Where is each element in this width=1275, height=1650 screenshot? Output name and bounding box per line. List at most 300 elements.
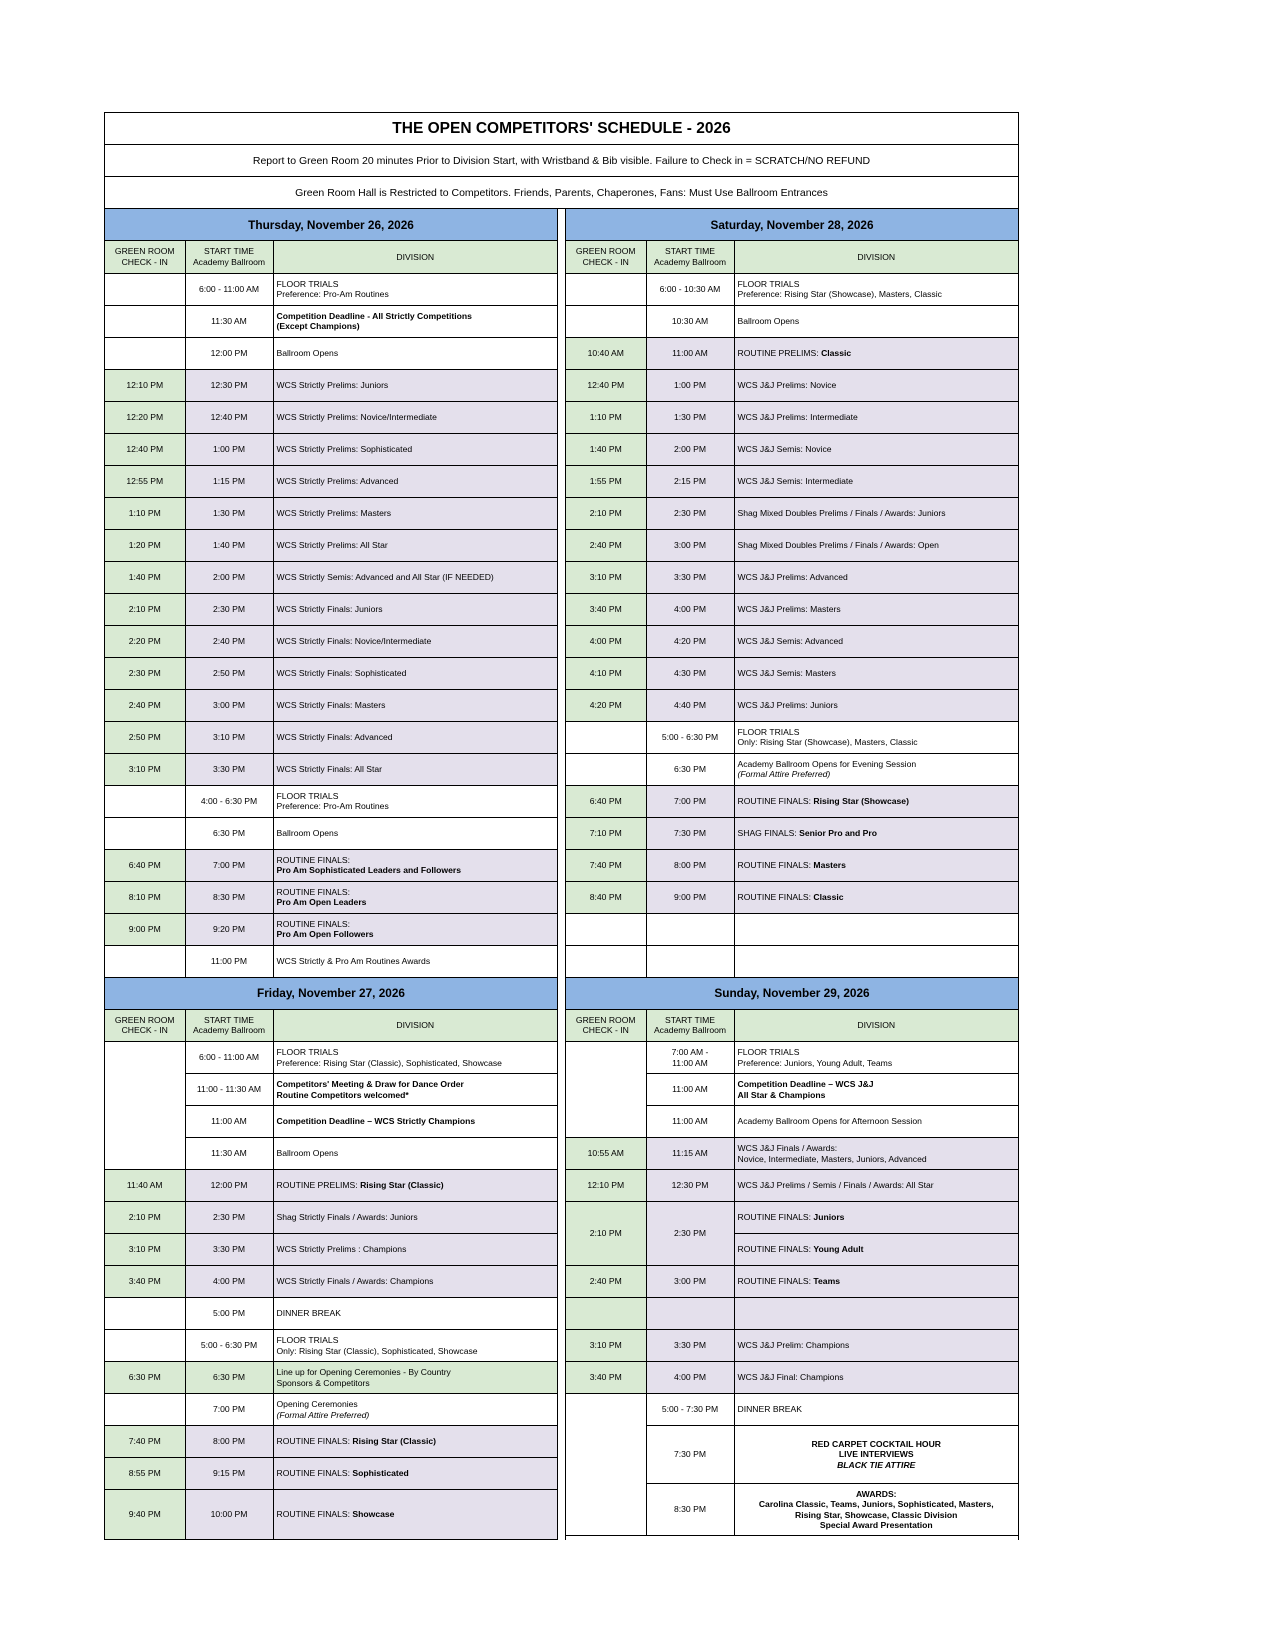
header-text: START TIME: [665, 1014, 715, 1025]
schedule-row: [105, 1202, 557, 1234]
schedule-row: [566, 1394, 1018, 1426]
division-text: Competition Deadline - All Strictly Competitions: [276, 310, 472, 321]
division-cell: [734, 401, 1018, 433]
green-room-time: 7:40 PM: [105, 1426, 185, 1458]
schedule-row: [105, 1362, 557, 1394]
start-time: 3:00 PM: [646, 529, 734, 561]
division-text: Senior Pro and Pro: [799, 827, 877, 838]
header-text: GREEN ROOM: [575, 246, 636, 257]
division-cell: [734, 1042, 1018, 1074]
schedule-row: [566, 1170, 1018, 1202]
division-text: RED CARPET COCKTAIL HOUR: [811, 1439, 942, 1450]
schedule-row: [566, 625, 1018, 657]
start-time: 11:30 AM: [185, 305, 273, 337]
division-text: Preference: Pro-Am Routines: [276, 801, 389, 811]
column-header-row: [105, 1010, 557, 1042]
schedule-row: [105, 497, 557, 529]
division-cell: [273, 1298, 557, 1330]
schedule-row: [105, 529, 557, 561]
division-text: Ballroom Opens: [276, 347, 339, 358]
green-room-time: 8:55 PM: [105, 1458, 185, 1490]
division-cell: [273, 497, 557, 529]
schedule-row: [105, 1426, 557, 1458]
division-cell: [273, 305, 557, 337]
schedule-row: [105, 945, 557, 977]
division-text: Line up for Opening Ceremonies - By Country: [276, 1367, 451, 1378]
division-text: WCS J&J Prelims: Intermediate: [737, 411, 858, 422]
green-room-time: 10:55 AM: [566, 1138, 646, 1170]
division-text: WCS J&J Semis: Advanced: [737, 635, 844, 646]
start-time: 11:15 AM: [646, 1138, 734, 1170]
green-room-time: 12:55 PM: [105, 465, 185, 497]
schedule-table: [105, 1010, 557, 1541]
start-time: 6:30 PM: [185, 817, 273, 849]
division-text: ROUTINE PRELIMS:: [276, 1180, 361, 1191]
division-cell: [273, 817, 557, 849]
green-room-time: [105, 1394, 185, 1426]
division-text: WCS J&J Prelims: Juniors: [737, 699, 838, 710]
division-text: (Formal Attire Preferred): [737, 769, 831, 779]
green-room-time: 3:10 PM: [105, 753, 185, 785]
start-time: 11:00 AM: [646, 1074, 734, 1106]
day-header: Thursday, November 26, 2026: [105, 209, 557, 241]
schedule-row: [566, 593, 1018, 625]
start-time: 5:00 - 6:30 PM: [646, 721, 734, 753]
division-text: ROUTINE FINALS:: [276, 886, 351, 897]
division-cell: [273, 1202, 557, 1234]
schedule-row: [105, 401, 557, 433]
division-cell: [734, 433, 1018, 465]
header-text: START TIME: [204, 246, 254, 257]
green-room-time: 8:40 PM: [566, 881, 646, 913]
division-cell: [734, 753, 1018, 785]
schedule-row: [105, 625, 557, 657]
start-time-header: [185, 241, 273, 273]
green-room-time: 6:40 PM: [105, 849, 185, 881]
start-time-header: [185, 1010, 273, 1042]
schedule-row: [105, 1298, 557, 1330]
division-cell: [273, 689, 557, 721]
division-text: Academy Ballroom Opens for Evening Session: [737, 758, 917, 769]
start-time: 3:00 PM: [185, 689, 273, 721]
schedule-row: [105, 337, 557, 369]
start-time: 1:00 PM: [185, 433, 273, 465]
start-time: 1:15 PM: [185, 465, 273, 497]
start-time: 7:00 PM: [185, 1394, 273, 1426]
division-text: WCS Strictly Semis: Advanced and All Star (IF NEEDED): [276, 571, 494, 582]
header-text: Academy Ballroom: [653, 256, 727, 267]
division-text: Shag Mixed Doubles Prelims / Finals / Awards: Open: [737, 539, 939, 550]
schedule-row: [566, 1138, 1018, 1170]
division-text: ROUTINE FINALS:: [276, 1436, 353, 1447]
division-cell: [273, 1458, 557, 1490]
division-text: WCS Strictly Prelims: Novice/Intermediate: [276, 411, 437, 422]
division-text: ROUTINE FINALS:: [276, 1468, 353, 1479]
schedule-row: [566, 849, 1018, 881]
green-room-time: 2:40 PM: [566, 529, 646, 561]
header-text: GREEN ROOM: [114, 246, 175, 257]
division-text: DINNER BREAK: [276, 1308, 341, 1319]
division-cell: [734, 625, 1018, 657]
division-text: Only: Rising Star (Showcase), Masters, Classic: [737, 737, 918, 747]
division-cell: [273, 1266, 557, 1298]
schedule-row: [105, 721, 557, 753]
start-time: 3:30 PM: [646, 1330, 734, 1362]
green-room-time: 1:10 PM: [566, 401, 646, 433]
schedule-row: [566, 689, 1018, 721]
division-cell: [734, 785, 1018, 817]
division-cell: [734, 689, 1018, 721]
division-cell: [734, 305, 1018, 337]
division-text: Preference: Rising Star (Classic), Sophisticated, Showcase: [276, 1057, 502, 1068]
division-cell: [273, 657, 557, 689]
schedule-row: [566, 561, 1018, 593]
green-room-time: [566, 753, 646, 785]
start-time: 5:00 - 6:30 PM: [185, 1330, 273, 1362]
schedule-row: [105, 561, 557, 593]
schedule-row: [105, 1170, 557, 1202]
schedule-table: [105, 241, 557, 978]
schedule-row: [566, 465, 1018, 497]
division-text: FLOOR TRIALS: [737, 726, 800, 737]
division-text: Only: Rising Star (Classic), Sophisticated, Showcase: [276, 1345, 478, 1356]
schedule-row: [566, 305, 1018, 337]
header-text: Academy Ballroom: [653, 1025, 727, 1036]
division-text: WCS Strictly Finals: Novice/Intermediate: [276, 635, 432, 646]
division-cell: [734, 721, 1018, 753]
start-time: 4:00 - 6:30 PM: [185, 785, 273, 817]
division-cell: [273, 1234, 557, 1266]
division-text: ROUTINE FINALS:: [737, 859, 814, 870]
green-room-header: [566, 241, 646, 273]
division-text: Classic: [813, 891, 844, 902]
green-room-time: 9:40 PM: [105, 1490, 185, 1540]
division-cell: [273, 945, 557, 977]
division-cell: [273, 1106, 557, 1138]
green-room-time: 12:40 PM: [105, 433, 185, 465]
start-time: 2:30 PM: [185, 1202, 273, 1234]
start-time: 2:40 PM: [185, 625, 273, 657]
division-cell: [734, 497, 1018, 529]
division-cell: [273, 721, 557, 753]
start-time: 6:30 PM: [185, 1362, 273, 1394]
green-room-time: 3:10 PM: [566, 561, 646, 593]
header-text: GREEN ROOM: [114, 1014, 175, 1025]
start-time: 11:00 - 11:30 AM: [185, 1074, 273, 1106]
green-room-time: 12:10 PM: [105, 369, 185, 401]
division-cell: [273, 1426, 557, 1458]
division-text: WCS J&J Prelim: Champions: [737, 1340, 850, 1351]
schedule-row: [566, 273, 1018, 305]
start-time: 11:00 AM: [646, 1106, 734, 1138]
schedule-row: [105, 273, 557, 305]
division-text: Shag Mixed Doubles Prelims / Finals / Awards: Juniors: [737, 507, 946, 518]
schedule-row: [105, 657, 557, 689]
start-time: 8:30 PM: [646, 1484, 734, 1536]
green-room-time: [566, 913, 646, 945]
start-time: 12:30 PM: [185, 369, 273, 401]
green-room-time: 6:40 PM: [566, 785, 646, 817]
start-time: 2:30 PM: [185, 593, 273, 625]
division-text: WCS Strictly Prelims: Advanced: [276, 475, 399, 486]
division-text: WCS Strictly Finals / Awards: Champions: [276, 1276, 434, 1287]
green-room-time: [566, 1042, 646, 1138]
division-cell: [273, 1074, 557, 1106]
start-time: 6:00 - 10:30 AM: [646, 273, 734, 305]
start-time: 10:30 AM: [646, 305, 734, 337]
green-room-time: 2:10 PM: [105, 593, 185, 625]
green-room-time: 12:10 PM: [566, 1170, 646, 1202]
division-cell: [273, 1042, 557, 1074]
division-cell: [734, 1106, 1018, 1138]
division-text: Competition Deadline – WCS Strictly Champions: [276, 1116, 476, 1127]
start-time: 12:30 PM: [646, 1170, 734, 1202]
start-time: 5:00 PM: [185, 1298, 273, 1330]
division-text: WCS Strictly Finals: Sophisticated: [276, 667, 407, 678]
start-time: 7:00 AM - 11:00 AM: [646, 1042, 734, 1074]
schedule-row: [566, 529, 1018, 561]
column-header-row: [566, 241, 1018, 273]
division-cell: [734, 913, 1018, 945]
division-text: Novice, Intermediate, Masters, Juniors, Advanced: [737, 1153, 927, 1164]
division-text: Teams: [813, 1276, 841, 1287]
division-text: WCS Strictly Prelims: Masters: [276, 507, 392, 518]
schedule-row: [105, 1490, 557, 1540]
schedule-row: [105, 1458, 557, 1490]
division-cell: [734, 1330, 1018, 1362]
start-time: 7:00 PM: [646, 785, 734, 817]
division-text: ROUTINE FINALS:: [276, 854, 351, 865]
header-text: CHECK - IN: [121, 256, 168, 267]
green-room-time: [566, 945, 646, 977]
division-cell: [273, 913, 557, 945]
division-text: Academy Ballroom Opens for Afternoon Session: [737, 1116, 922, 1127]
division-text: ROUTINE PRELIMS:: [737, 347, 822, 358]
green-room-time: 2:10 PM: [566, 497, 646, 529]
division-cell: [273, 1138, 557, 1170]
division-text: FLOOR TRIALS: [276, 278, 339, 289]
header-text: CHECK - IN: [121, 1025, 168, 1036]
division-text: BLACK TIE ATTIRE: [837, 1459, 916, 1470]
green-room-time: [105, 273, 185, 305]
green-room-time: 3:40 PM: [105, 1266, 185, 1298]
division-cell: [273, 529, 557, 561]
start-time: 7:30 PM: [646, 817, 734, 849]
start-time: 8:30 PM: [185, 881, 273, 913]
division-text: ROUTINE FINALS:: [737, 891, 814, 902]
green-room-time: 3:10 PM: [566, 1330, 646, 1362]
day-section-thursday: [105, 209, 557, 978]
schedule-row: [566, 945, 1018, 977]
schedule-row: [566, 1362, 1018, 1394]
division-text: WCS Strictly & Pro Am Routines Awards: [276, 955, 431, 966]
start-time: [646, 913, 734, 945]
schedule-row: [105, 753, 557, 785]
division-text: ROUTINE FINALS:: [737, 1212, 814, 1223]
division-cell: [273, 273, 557, 305]
header-text: CHECK - IN: [582, 1025, 629, 1036]
division-text: ROUTINE FINALS:: [737, 795, 814, 806]
schedule-row: [566, 1266, 1018, 1298]
division-text: Special Award Presentation: [819, 1519, 933, 1530]
schedule-row: [566, 785, 1018, 817]
start-time: 7:00 PM: [185, 849, 273, 881]
header-text: Academy Ballroom: [192, 1025, 266, 1036]
day-section-sunday: [566, 978, 1018, 1541]
green-room-time: [566, 1298, 646, 1330]
schedule-row: [566, 1298, 1018, 1330]
header-text: START TIME: [665, 246, 715, 257]
division-text: Competitors' Meeting & Draw for Dance Order: [276, 1079, 464, 1090]
division-cell: [273, 401, 557, 433]
division-cell: [734, 369, 1018, 401]
day-section-saturday: [566, 209, 1018, 978]
division-text: WCS Strictly Finals: Juniors: [276, 603, 383, 614]
division-text: LIVE INTERVIEWS: [838, 1449, 914, 1460]
division-cell: [273, 625, 557, 657]
division-cell: [273, 849, 557, 881]
division-text: WCS J&J Prelims / Semis / Finals / Awards: All Star: [737, 1180, 934, 1191]
division-cell: [273, 561, 557, 593]
schedule-row: [566, 913, 1018, 945]
division-text: ROUTINE FINALS:: [737, 1276, 814, 1287]
schedule-row: [566, 497, 1018, 529]
schedule-row: [566, 433, 1018, 465]
start-time: 2:15 PM: [646, 465, 734, 497]
division-text: WCS J&J Prelims: Novice: [737, 379, 837, 390]
start-time: 11:00 AM: [646, 337, 734, 369]
schedule-row: [566, 401, 1018, 433]
division-cell: [734, 1170, 1018, 1202]
start-time: 10:00 PM: [185, 1490, 273, 1540]
schedule-row: [566, 337, 1018, 369]
division-cell: [734, 465, 1018, 497]
division-text: Classic: [821, 347, 852, 358]
green-room-time: 12:40 PM: [566, 369, 646, 401]
schedule-row: [566, 721, 1018, 753]
division-cell: [734, 881, 1018, 913]
division-cell: [273, 1394, 557, 1426]
schedule-row: [105, 881, 557, 913]
division-cell: [273, 369, 557, 401]
green-room-time: 4:10 PM: [566, 657, 646, 689]
day-section-friday: [105, 978, 557, 1541]
start-time: 4:00 PM: [646, 593, 734, 625]
green-room-header: [105, 241, 185, 273]
column-header-row: [566, 1010, 1018, 1042]
header-text: START TIME: [204, 1014, 254, 1025]
green-room-time: 2:10 PM: [105, 1202, 185, 1234]
division-cell: [734, 817, 1018, 849]
division-text: WCS Strictly Prelims: Sophisticated: [276, 443, 413, 454]
schedule-row: [566, 817, 1018, 849]
start-time: 4:00 PM: [185, 1266, 273, 1298]
green-room-time: [105, 1298, 185, 1330]
division-text: DINNER BREAK: [737, 1404, 802, 1415]
green-room-time: 1:55 PM: [566, 465, 646, 497]
division-cell: [273, 593, 557, 625]
green-room-time: 2:10 PM: [566, 1202, 646, 1266]
division-text: Pro Am Open Leaders: [276, 897, 367, 907]
division-text: FLOOR TRIALS: [276, 790, 339, 801]
division-text: Rising Star (Classic): [352, 1436, 436, 1447]
division-text: (Except Champions): [276, 321, 360, 331]
green-room-time: [105, 945, 185, 977]
division-text: FLOOR TRIALS: [737, 278, 800, 289]
green-room-time: 1:10 PM: [105, 497, 185, 529]
division-text: WCS Strictly Prelims : Champions: [276, 1244, 407, 1255]
green-room-time: 11:40 AM: [105, 1170, 185, 1202]
start-time: 9:15 PM: [185, 1458, 273, 1490]
green-room-time: [566, 305, 646, 337]
green-room-time: [105, 785, 185, 817]
division-cell: [734, 1074, 1018, 1106]
division-text: WCS Strictly Prelims: All Star: [276, 539, 388, 550]
start-time: 9:20 PM: [185, 913, 273, 945]
division-text: Shag Strictly Finals / Awards: Juniors: [276, 1212, 418, 1223]
start-time: 5:00 - 7:30 PM: [646, 1394, 734, 1426]
start-time: 4:20 PM: [646, 625, 734, 657]
division-text: WCS Strictly Prelims: Juniors: [276, 379, 389, 390]
green-room-time: [105, 305, 185, 337]
start-time: 3:10 PM: [185, 721, 273, 753]
green-room-time: 4:20 PM: [566, 689, 646, 721]
division-text: ROUTINE FINALS:: [737, 1244, 814, 1255]
division-cell: [734, 1394, 1018, 1426]
start-time: 12:00 PM: [185, 1170, 273, 1202]
division-text: All Star & Champions: [737, 1089, 826, 1100]
header-text: CHECK - IN: [582, 256, 629, 267]
start-time: 1:00 PM: [646, 369, 734, 401]
division-text: Preference: Rising Star (Showcase), Masters, Classic: [737, 289, 942, 299]
start-time: 4:40 PM: [646, 689, 734, 721]
division-cell: [273, 337, 557, 369]
division-text: WCS Strictly Finals: Advanced: [276, 731, 393, 742]
green-room-time: 10:40 AM: [566, 337, 646, 369]
start-time: 3:30 PM: [646, 561, 734, 593]
start-time: 1:30 PM: [646, 401, 734, 433]
division-cell: [273, 1330, 557, 1362]
green-room-notice: Report to Green Room 20 minutes Prior to Division Start, with Wristband & Bib visible. Failure to Check in = SCRATCH/NO REFUND: [105, 145, 1018, 177]
division-text: WCS J&J Prelims: Advanced: [737, 571, 848, 582]
start-time: [646, 1298, 734, 1330]
start-time: 12:00 PM: [185, 337, 273, 369]
schedule-table: [566, 1010, 1018, 1537]
green-room-time: 4:00 PM: [566, 625, 646, 657]
column-header-row: [105, 241, 557, 273]
division-cell: [734, 1298, 1018, 1330]
division-cell: [273, 465, 557, 497]
start-time: 1:30 PM: [185, 497, 273, 529]
start-time: 7:30 PM: [646, 1426, 734, 1484]
start-time: 11:30 AM: [185, 1138, 273, 1170]
green-room-time: 2:30 PM: [105, 657, 185, 689]
schedule-row: [566, 753, 1018, 785]
division-text: Ballroom Opens: [276, 827, 339, 838]
day-header: Sunday, November 29, 2026: [566, 978, 1018, 1010]
division-text: SHAG FINALS:: [737, 827, 800, 838]
green-room-time: 8:10 PM: [105, 881, 185, 913]
bottom-days: [105, 978, 1018, 1541]
green-room-time: 3:40 PM: [566, 593, 646, 625]
column-gap: [557, 209, 566, 978]
start-time-header: [646, 241, 734, 273]
green-room-time: [105, 1330, 185, 1362]
division-cell: [734, 1202, 1018, 1234]
division-cell: [273, 1490, 557, 1540]
division-text: Carolina Classic, Teams, Juniors, Sophisticated, Masters,: [758, 1499, 994, 1510]
green-room-time: 2:40 PM: [566, 1266, 646, 1298]
